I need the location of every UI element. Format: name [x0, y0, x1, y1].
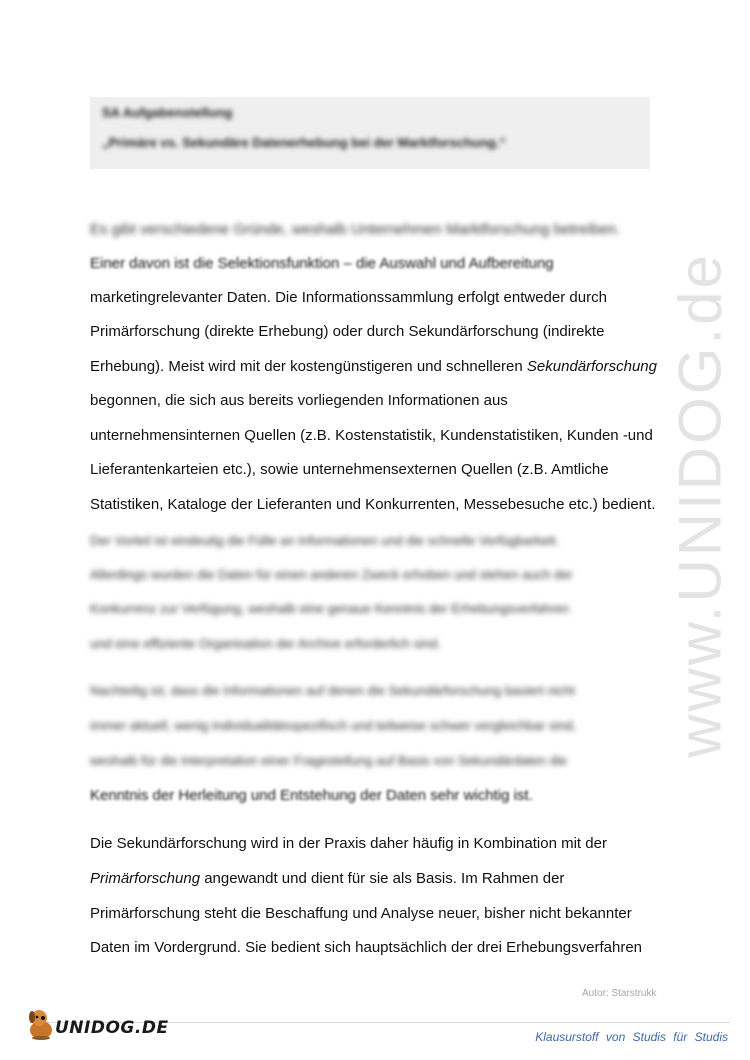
footer-tagline: Klausurstoff von Studis für Studis	[535, 1030, 728, 1044]
text-line: begonnen, die sich aus bereits vorliegenden Informationen aus	[90, 392, 508, 409]
task-subheading: „Primäre vs. Sekundäre Datenerhebung bei der Marktforschung.“	[102, 135, 506, 150]
task-box	[90, 97, 650, 169]
watermark	[655, 245, 745, 765]
text-line: Daten im Vordergrund. Sie bedient sich hauptsächlich der drei Erhebungsverfahren	[90, 939, 642, 956]
emphasis-text: Sekundärforschung	[526, 358, 657, 375]
text-line: Statistiken, Kataloge der Lieferanten und Konkurrenten, Messebesuche etc.) bedient.	[90, 496, 656, 513]
task-heading: SA Aufgabenstellung	[102, 105, 233, 120]
text-line: unternehmensinternen Quellen (z.B. Kostenstatistik, Kundenstatistiken, Kunden -und	[90, 427, 653, 444]
text-line: und eine effiziente Organisation der Archive erforderlich sind.	[90, 636, 441, 651]
text-line: Kenntnis der Herleitung und Entstehung der Daten sehr wichtig ist.	[90, 787, 533, 804]
text-line: Es gibt verschiedene Gründe, weshalb Unternehmen Marktforschung betreiben.	[90, 221, 621, 238]
text-line: immer aktuell, wenig individualitätsspezifisch und teilweise schwer vergleichbar sind,	[90, 718, 577, 733]
text-line	[90, 358, 657, 376]
text-line: marketingrelevanter Daten. Die Informationssammlung erfolgt entweder durch	[90, 289, 607, 306]
text-line: Die Sekundärforschung wird in der Praxis daher häufig in Kombination mit der	[90, 835, 607, 852]
text-line: Nachteilig ist, dass die Informationen auf denen die Sekundärforschung basiert nicht	[90, 683, 575, 698]
text-span: Erhebung). Meist wird mit der kostengünstigeren und schnelleren	[90, 358, 527, 375]
text-line: weshalb für die Interpretation einer Fragestellung auf Basis von Sekundärdaten die	[90, 753, 567, 768]
text-line: Konkurrenz zur Verfügung, weshalb eine genaue Kenntnis der Erhebungsverfahren	[90, 601, 570, 616]
text-line: Primärforschung steht die Beschaffung und Analyse neuer, bisher nicht bekannter	[90, 905, 632, 922]
text-line: Der Vorteil ist eindeutig die Fülle an Informationen und die schnelle Verfügbarkeit.	[90, 533, 560, 548]
watermark-text: www.UNIDOG.de	[666, 252, 734, 758]
dog-icon	[25, 1006, 57, 1042]
emphasis-text: Primärforschung	[90, 870, 201, 887]
text-line: Primärforschung (direkte Erhebung) oder durch Sekundärforschung (indirekte	[90, 323, 605, 340]
text-line: Allerdings wurden die Daten für einen anderen Zweck erhoben und stehen auch der	[90, 567, 573, 582]
text-line: Lieferantenkarteien etc.), sowie unternehmensexternen Quellen (z.B. Amtliche	[90, 461, 609, 478]
text-span: angewandt und dient für sie als Basis. Im Rahmen der	[200, 870, 565, 887]
logo-text: UNIDOG.DE	[55, 1018, 169, 1038]
author-label: Autor: Starstrukk	[582, 988, 657, 999]
text-line: Einer davon ist die Selektionsfunktion – die Auswahl und Aufbereitung	[90, 255, 554, 272]
unidog-logo	[25, 1000, 169, 1050]
text-line	[90, 870, 564, 888]
